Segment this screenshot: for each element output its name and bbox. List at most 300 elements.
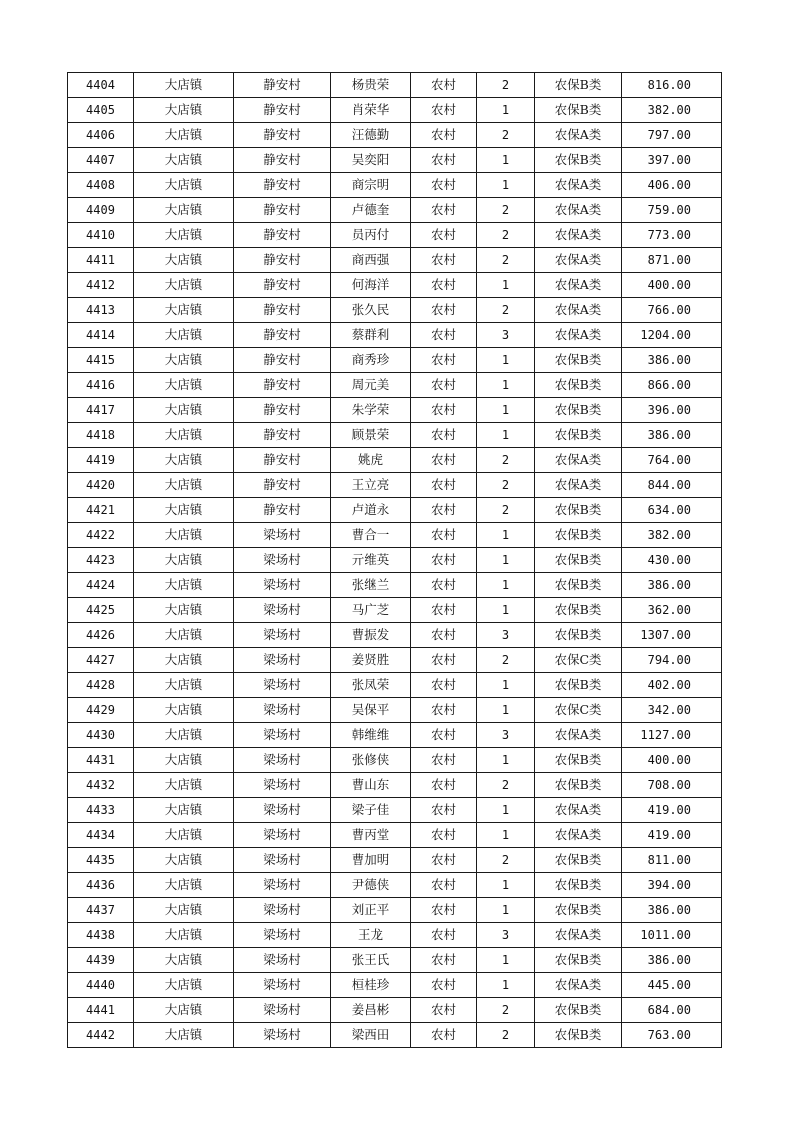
cell-household-type: 农村: [411, 648, 477, 673]
cell-record-id: 4428: [68, 673, 134, 698]
cell-member-count: 2: [477, 648, 535, 673]
cell-record-id: 4411: [68, 248, 134, 273]
cell-village: 梁场村: [234, 798, 331, 823]
cell-household-type: 农村: [411, 173, 477, 198]
cell-record-id: 4415: [68, 348, 134, 373]
cell-insurance-category: 农保B类: [535, 1023, 622, 1048]
cell-member-count: 3: [477, 323, 535, 348]
cell-member-count: 1: [477, 273, 535, 298]
cell-person-name: 王立亮: [331, 473, 411, 498]
cell-township: 大店镇: [134, 898, 234, 923]
cell-amount: 386.00: [622, 573, 722, 598]
cell-record-id: 4440: [68, 973, 134, 998]
cell-household-type: 农村: [411, 573, 477, 598]
cell-amount: 634.00: [622, 498, 722, 523]
cell-village: 梁场村: [234, 973, 331, 998]
cell-amount: 419.00: [622, 798, 722, 823]
cell-person-name: 张王氏: [331, 948, 411, 973]
cell-township: 大店镇: [134, 648, 234, 673]
cell-member-count: 2: [477, 198, 535, 223]
cell-record-id: 4441: [68, 998, 134, 1023]
cell-member-count: 2: [477, 473, 535, 498]
table-row: [68, 798, 722, 823]
cell-person-name: 曹山东: [331, 773, 411, 798]
cell-insurance-category: 农保B类: [535, 598, 622, 623]
cell-insurance-category: 农保A类: [535, 123, 622, 148]
table-row: [68, 548, 722, 573]
cell-person-name: 韩维维: [331, 723, 411, 748]
cell-village: 静安村: [234, 223, 331, 248]
table-row: [68, 173, 722, 198]
cell-household-type: 农村: [411, 273, 477, 298]
cell-amount: 794.00: [622, 648, 722, 673]
cell-village: 静安村: [234, 498, 331, 523]
cell-record-id: 4431: [68, 748, 134, 773]
table-row: [68, 198, 722, 223]
table-row: [68, 923, 722, 948]
cell-household-type: 农村: [411, 1023, 477, 1048]
cell-village: 梁场村: [234, 673, 331, 698]
cell-person-name: 尹德侠: [331, 873, 411, 898]
cell-record-id: 4420: [68, 473, 134, 498]
cell-person-name: 曹加明: [331, 848, 411, 873]
cell-household-type: 农村: [411, 898, 477, 923]
cell-amount: 396.00: [622, 398, 722, 423]
cell-household-type: 农村: [411, 473, 477, 498]
cell-member-count: 3: [477, 923, 535, 948]
cell-member-count: 2: [477, 848, 535, 873]
cell-record-id: 4422: [68, 523, 134, 548]
table-row: [68, 648, 722, 673]
cell-household-type: 农村: [411, 348, 477, 373]
cell-household-type: 农村: [411, 448, 477, 473]
cell-person-name: 张凤荣: [331, 673, 411, 698]
cell-member-count: 1: [477, 423, 535, 448]
cell-village: 静安村: [234, 248, 331, 273]
cell-record-id: 4410: [68, 223, 134, 248]
cell-village: 静安村: [234, 348, 331, 373]
cell-amount: 763.00: [622, 1023, 722, 1048]
cell-insurance-category: 农保A类: [535, 923, 622, 948]
cell-household-type: 农村: [411, 548, 477, 573]
cell-village: 梁场村: [234, 623, 331, 648]
table-row: [68, 998, 722, 1023]
cell-amount: 386.00: [622, 898, 722, 923]
cell-township: 大店镇: [134, 198, 234, 223]
cell-insurance-category: 农保A类: [535, 248, 622, 273]
table-row: [68, 673, 722, 698]
table-row: [68, 598, 722, 623]
cell-person-name: 肖荣华: [331, 98, 411, 123]
cell-village: 梁场村: [234, 723, 331, 748]
cell-person-name: 商宗明: [331, 173, 411, 198]
cell-amount: 382.00: [622, 523, 722, 548]
table-row: [68, 948, 722, 973]
cell-township: 大店镇: [134, 348, 234, 373]
cell-household-type: 农村: [411, 748, 477, 773]
cell-township: 大店镇: [134, 173, 234, 198]
cell-household-type: 农村: [411, 123, 477, 148]
cell-village: 静安村: [234, 473, 331, 498]
cell-village: 静安村: [234, 173, 331, 198]
cell-person-name: 曹合一: [331, 523, 411, 548]
cell-township: 大店镇: [134, 473, 234, 498]
cell-village: 梁场村: [234, 898, 331, 923]
cell-person-name: 吴奕阳: [331, 148, 411, 173]
cell-amount: 684.00: [622, 998, 722, 1023]
cell-record-id: 4425: [68, 598, 134, 623]
cell-person-name: 朱学荣: [331, 398, 411, 423]
cell-insurance-category: 农保A类: [535, 198, 622, 223]
cell-person-name: 何海洋: [331, 273, 411, 298]
cell-township: 大店镇: [134, 573, 234, 598]
cell-amount: 816.00: [622, 73, 722, 98]
cell-record-id: 4432: [68, 773, 134, 798]
cell-person-name: 卢德奎: [331, 198, 411, 223]
cell-person-name: 员丙付: [331, 223, 411, 248]
cell-village: 静安村: [234, 273, 331, 298]
cell-village: 梁场村: [234, 548, 331, 573]
cell-household-type: 农村: [411, 873, 477, 898]
cell-insurance-category: 农保B类: [535, 573, 622, 598]
cell-member-count: 2: [477, 298, 535, 323]
cell-amount: 394.00: [622, 873, 722, 898]
cell-township: 大店镇: [134, 773, 234, 798]
cell-person-name: 蔡群利: [331, 323, 411, 348]
cell-household-type: 农村: [411, 298, 477, 323]
cell-township: 大店镇: [134, 873, 234, 898]
cell-member-count: 1: [477, 673, 535, 698]
cell-township: 大店镇: [134, 623, 234, 648]
table-row: [68, 748, 722, 773]
cell-township: 大店镇: [134, 448, 234, 473]
table-row: [68, 248, 722, 273]
cell-person-name: 曹振发: [331, 623, 411, 648]
cell-village: 梁场村: [234, 823, 331, 848]
cell-township: 大店镇: [134, 748, 234, 773]
cell-village: 静安村: [234, 198, 331, 223]
cell-insurance-category: 农保A类: [535, 723, 622, 748]
cell-member-count: 1: [477, 798, 535, 823]
cell-township: 大店镇: [134, 698, 234, 723]
cell-amount: 844.00: [622, 473, 722, 498]
cell-amount: 419.00: [622, 823, 722, 848]
cell-record-id: 4429: [68, 698, 134, 723]
cell-township: 大店镇: [134, 923, 234, 948]
table-row: [68, 698, 722, 723]
table-row: [68, 223, 722, 248]
roster-body: [68, 73, 722, 1048]
cell-person-name: 王龙: [331, 923, 411, 948]
cell-household-type: 农村: [411, 523, 477, 548]
cell-household-type: 农村: [411, 623, 477, 648]
cell-person-name: 姜昌彬: [331, 998, 411, 1023]
cell-person-name: 梁子佳: [331, 798, 411, 823]
cell-insurance-category: 农保B类: [535, 748, 622, 773]
cell-person-name: 商西强: [331, 248, 411, 273]
cell-record-id: 4435: [68, 848, 134, 873]
cell-household-type: 农村: [411, 723, 477, 748]
cell-village: 静安村: [234, 373, 331, 398]
cell-township: 大店镇: [134, 998, 234, 1023]
cell-insurance-category: 农保A类: [535, 223, 622, 248]
cell-insurance-category: 农保B类: [535, 948, 622, 973]
cell-person-name: 刘正平: [331, 898, 411, 923]
table-row: [68, 898, 722, 923]
cell-record-id: 4408: [68, 173, 134, 198]
table-row: [68, 273, 722, 298]
cell-person-name: 汪德勤: [331, 123, 411, 148]
cell-township: 大店镇: [134, 723, 234, 748]
cell-member-count: 3: [477, 623, 535, 648]
cell-insurance-category: 农保B类: [535, 148, 622, 173]
cell-township: 大店镇: [134, 848, 234, 873]
cell-village: 静安村: [234, 148, 331, 173]
cell-person-name: 姜贤胜: [331, 648, 411, 673]
cell-village: 静安村: [234, 98, 331, 123]
cell-person-name: 杨贵荣: [331, 73, 411, 98]
cell-township: 大店镇: [134, 73, 234, 98]
cell-member-count: 2: [477, 998, 535, 1023]
cell-amount: 362.00: [622, 598, 722, 623]
cell-township: 大店镇: [134, 598, 234, 623]
cell-amount: 386.00: [622, 948, 722, 973]
cell-household-type: 农村: [411, 998, 477, 1023]
cell-amount: 764.00: [622, 448, 722, 473]
cell-township: 大店镇: [134, 1023, 234, 1048]
cell-member-count: 1: [477, 873, 535, 898]
table-row: [68, 98, 722, 123]
table-row: [68, 323, 722, 348]
table-row: [68, 848, 722, 873]
cell-member-count: 1: [477, 148, 535, 173]
table-row: [68, 773, 722, 798]
cell-township: 大店镇: [134, 248, 234, 273]
cell-insurance-category: 农保B类: [535, 73, 622, 98]
cell-amount: 1204.00: [622, 323, 722, 348]
cell-amount: 397.00: [622, 148, 722, 173]
cell-record-id: 4430: [68, 723, 134, 748]
cell-amount: 1127.00: [622, 723, 722, 748]
cell-member-count: 2: [477, 498, 535, 523]
cell-amount: 1307.00: [622, 623, 722, 648]
cell-record-id: 4412: [68, 273, 134, 298]
cell-township: 大店镇: [134, 223, 234, 248]
table-row: [68, 423, 722, 448]
cell-amount: 1011.00: [622, 923, 722, 948]
cell-record-id: 4442: [68, 1023, 134, 1048]
cell-member-count: 1: [477, 373, 535, 398]
cell-insurance-category: 农保A类: [535, 473, 622, 498]
cell-township: 大店镇: [134, 148, 234, 173]
cell-person-name: 吴保平: [331, 698, 411, 723]
cell-person-name: 张久民: [331, 298, 411, 323]
cell-record-id: 4438: [68, 923, 134, 948]
cell-household-type: 农村: [411, 673, 477, 698]
cell-person-name: 梁西田: [331, 1023, 411, 1048]
cell-member-count: 2: [477, 1023, 535, 1048]
cell-household-type: 农村: [411, 923, 477, 948]
cell-village: 静安村: [234, 123, 331, 148]
cell-household-type: 农村: [411, 948, 477, 973]
cell-member-count: 1: [477, 98, 535, 123]
cell-member-count: 1: [477, 548, 535, 573]
cell-village: 梁场村: [234, 648, 331, 673]
cell-member-count: 1: [477, 823, 535, 848]
cell-insurance-category: 农保B类: [535, 998, 622, 1023]
cell-insurance-category: 农保B类: [535, 873, 622, 898]
cell-township: 大店镇: [134, 973, 234, 998]
cell-record-id: 4423: [68, 548, 134, 573]
table-row: [68, 298, 722, 323]
cell-member-count: 2: [477, 73, 535, 98]
roster-sheet: [67, 72, 721, 1048]
cell-township: 大店镇: [134, 423, 234, 448]
cell-record-id: 4439: [68, 948, 134, 973]
cell-village: 静安村: [234, 73, 331, 98]
cell-amount: 430.00: [622, 548, 722, 573]
cell-household-type: 农村: [411, 148, 477, 173]
cell-insurance-category: 农保B类: [535, 348, 622, 373]
cell-insurance-category: 农保B类: [535, 398, 622, 423]
cell-record-id: 4427: [68, 648, 134, 673]
table-row: [68, 523, 722, 548]
cell-household-type: 农村: [411, 848, 477, 873]
cell-household-type: 农村: [411, 398, 477, 423]
cell-village: 梁场村: [234, 923, 331, 948]
cell-village: 梁场村: [234, 873, 331, 898]
cell-township: 大店镇: [134, 298, 234, 323]
cell-amount: 773.00: [622, 223, 722, 248]
table-row: [68, 573, 722, 598]
cell-amount: 382.00: [622, 98, 722, 123]
cell-insurance-category: 农保A类: [535, 798, 622, 823]
cell-township: 大店镇: [134, 323, 234, 348]
table-row: [68, 473, 722, 498]
cell-record-id: 4433: [68, 798, 134, 823]
cell-village: 梁场村: [234, 948, 331, 973]
cell-township: 大店镇: [134, 498, 234, 523]
cell-record-id: 4404: [68, 73, 134, 98]
cell-insurance-category: 农保B类: [535, 673, 622, 698]
cell-record-id: 4407: [68, 148, 134, 173]
cell-household-type: 农村: [411, 73, 477, 98]
cell-person-name: 姚虎: [331, 448, 411, 473]
cell-insurance-category: 农保B类: [535, 498, 622, 523]
cell-record-id: 4436: [68, 873, 134, 898]
cell-member-count: 2: [477, 773, 535, 798]
cell-household-type: 农村: [411, 248, 477, 273]
cell-record-id: 4416: [68, 373, 134, 398]
cell-amount: 866.00: [622, 373, 722, 398]
cell-amount: 811.00: [622, 848, 722, 873]
cell-household-type: 农村: [411, 973, 477, 998]
cell-insurance-category: 农保C类: [535, 698, 622, 723]
cell-village: 梁场村: [234, 598, 331, 623]
cell-member-count: 1: [477, 973, 535, 998]
table-row: [68, 1023, 722, 1048]
cell-insurance-category: 农保B类: [535, 773, 622, 798]
cell-member-count: 1: [477, 173, 535, 198]
cell-township: 大店镇: [134, 798, 234, 823]
cell-township: 大店镇: [134, 98, 234, 123]
cell-person-name: 周元美: [331, 373, 411, 398]
table-row: [68, 348, 722, 373]
cell-amount: 386.00: [622, 348, 722, 373]
cell-township: 大店镇: [134, 373, 234, 398]
cell-amount: 342.00: [622, 698, 722, 723]
cell-household-type: 农村: [411, 423, 477, 448]
cell-insurance-category: 农保B类: [535, 898, 622, 923]
cell-insurance-category: 农保B类: [535, 98, 622, 123]
cell-insurance-category: 农保A类: [535, 448, 622, 473]
cell-person-name: 桓桂珍: [331, 973, 411, 998]
cell-household-type: 农村: [411, 823, 477, 848]
cell-person-name: 商秀珍: [331, 348, 411, 373]
cell-household-type: 农村: [411, 323, 477, 348]
cell-village: 梁场村: [234, 848, 331, 873]
cell-household-type: 农村: [411, 373, 477, 398]
cell-insurance-category: 农保A类: [535, 273, 622, 298]
cell-village: 梁场村: [234, 998, 331, 1023]
cell-insurance-category: 农保A类: [535, 973, 622, 998]
cell-village: 梁场村: [234, 773, 331, 798]
table-row: [68, 398, 722, 423]
cell-insurance-category: 农保B类: [535, 623, 622, 648]
cell-insurance-category: 农保B类: [535, 373, 622, 398]
cell-member-count: 1: [477, 523, 535, 548]
cell-amount: 400.00: [622, 748, 722, 773]
cell-record-id: 4437: [68, 898, 134, 923]
cell-village: 梁场村: [234, 748, 331, 773]
cell-amount: 406.00: [622, 173, 722, 198]
cell-amount: 386.00: [622, 423, 722, 448]
cell-record-id: 4418: [68, 423, 134, 448]
cell-member-count: 1: [477, 398, 535, 423]
cell-amount: 797.00: [622, 123, 722, 148]
cell-record-id: 4414: [68, 323, 134, 348]
cell-household-type: 农村: [411, 98, 477, 123]
cell-member-count: 1: [477, 348, 535, 373]
cell-township: 大店镇: [134, 948, 234, 973]
cell-record-id: 4413: [68, 298, 134, 323]
cell-village: 静安村: [234, 398, 331, 423]
cell-person-name: 亓维英: [331, 548, 411, 573]
cell-record-id: 4405: [68, 98, 134, 123]
cell-member-count: 1: [477, 698, 535, 723]
cell-person-name: 张修侠: [331, 748, 411, 773]
cell-amount: 445.00: [622, 973, 722, 998]
cell-amount: 766.00: [622, 298, 722, 323]
cell-township: 大店镇: [134, 273, 234, 298]
cell-insurance-category: 农保B类: [535, 523, 622, 548]
cell-member-count: 1: [477, 573, 535, 598]
cell-household-type: 农村: [411, 798, 477, 823]
cell-insurance-category: 农保B类: [535, 848, 622, 873]
table-row: [68, 823, 722, 848]
table-row: [68, 973, 722, 998]
cell-record-id: 4419: [68, 448, 134, 473]
cell-member-count: 2: [477, 448, 535, 473]
cell-person-name: 卢道永: [331, 498, 411, 523]
cell-household-type: 农村: [411, 498, 477, 523]
cell-village: 梁场村: [234, 573, 331, 598]
table-row: [68, 873, 722, 898]
cell-member-count: 2: [477, 123, 535, 148]
table-row: [68, 123, 722, 148]
cell-household-type: 农村: [411, 598, 477, 623]
cell-member-count: 1: [477, 748, 535, 773]
